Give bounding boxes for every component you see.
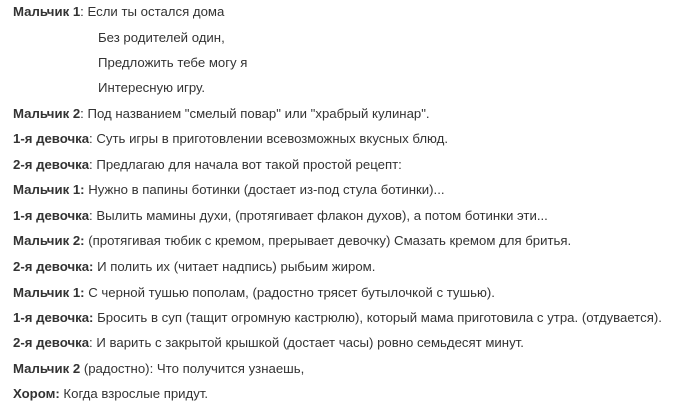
script-line [13,157,402,173]
line-text: (радостно): Что получится узнаешь, [80,361,305,376]
script-line [13,4,224,20]
speaker-name: Мальчик 1: [13,285,85,300]
line-text: : И варить с закрытой крышкой (достает часы) ровно семьдесят минут. [89,335,524,350]
script-line [13,106,430,122]
speaker-name: 2-я девочка [13,157,90,172]
line-text: : Предлагаю для начала вот такой простой рецепт: [89,157,402,172]
line-text: Предложить тебе могу я [98,55,248,70]
speaker-name: Хором: [13,386,60,401]
speaker-name: Мальчик 1: [13,182,85,197]
script-line [13,131,448,147]
speaker-name: Мальчик 2: [13,233,85,248]
line-text: Интересную игру. [98,80,205,95]
script-line [13,386,208,402]
speaker-name: Мальчик 2 [13,106,81,121]
line-text: И полить их (читает надпись) рыбьим жиром. [93,259,376,274]
line-text: : Под названием "смелый повар" или "храбрый кулинар". [80,106,430,121]
line-text: Нужно в папины ботинки (достает из-под стула ботинки)... [84,182,445,197]
line-text: Без родителей один, [98,30,225,45]
speaker-name: 2-я девочка: [13,259,94,274]
speaker-name: 1-я девочка: [13,310,94,325]
speaker-name: Мальчик 1 [13,4,81,19]
script-line [98,55,247,71]
line-text: Когда взрослые придут. [59,386,209,401]
speaker-name: 1-я девочка [13,131,90,146]
script-line [13,285,495,301]
line-text: (протягивая тюбик с кремом, прерывает девочку) Смазать кремом для бритья. [84,233,572,248]
script-line [13,310,662,326]
script-line [13,208,548,224]
speaker-name: Мальчик 2 [13,361,81,376]
speaker-name: 2-я девочка [13,335,90,350]
script-line [13,259,375,275]
script-line [98,30,225,46]
line-text: Бросить в суп (тащит огромную кастрюлю), который мама приготовила с утра. (отдувается). [93,310,662,325]
script-line [13,361,304,377]
script-line [13,233,571,249]
line-text: С черной тушью пополам, (радостно трясет бутылочкой с тушью). [84,285,495,300]
script-line [98,80,205,96]
line-text: : Суть игры в приготовлении всевозможных вкусных блюд. [89,131,448,146]
line-text: : Вылить мамины духи, (протягивает флакон духов), а потом ботинки эти... [89,208,548,223]
line-text: : Если ты остался дома [80,4,225,19]
speaker-name: 1-я девочка [13,208,90,223]
script-line [13,182,445,198]
script-line [13,335,524,351]
